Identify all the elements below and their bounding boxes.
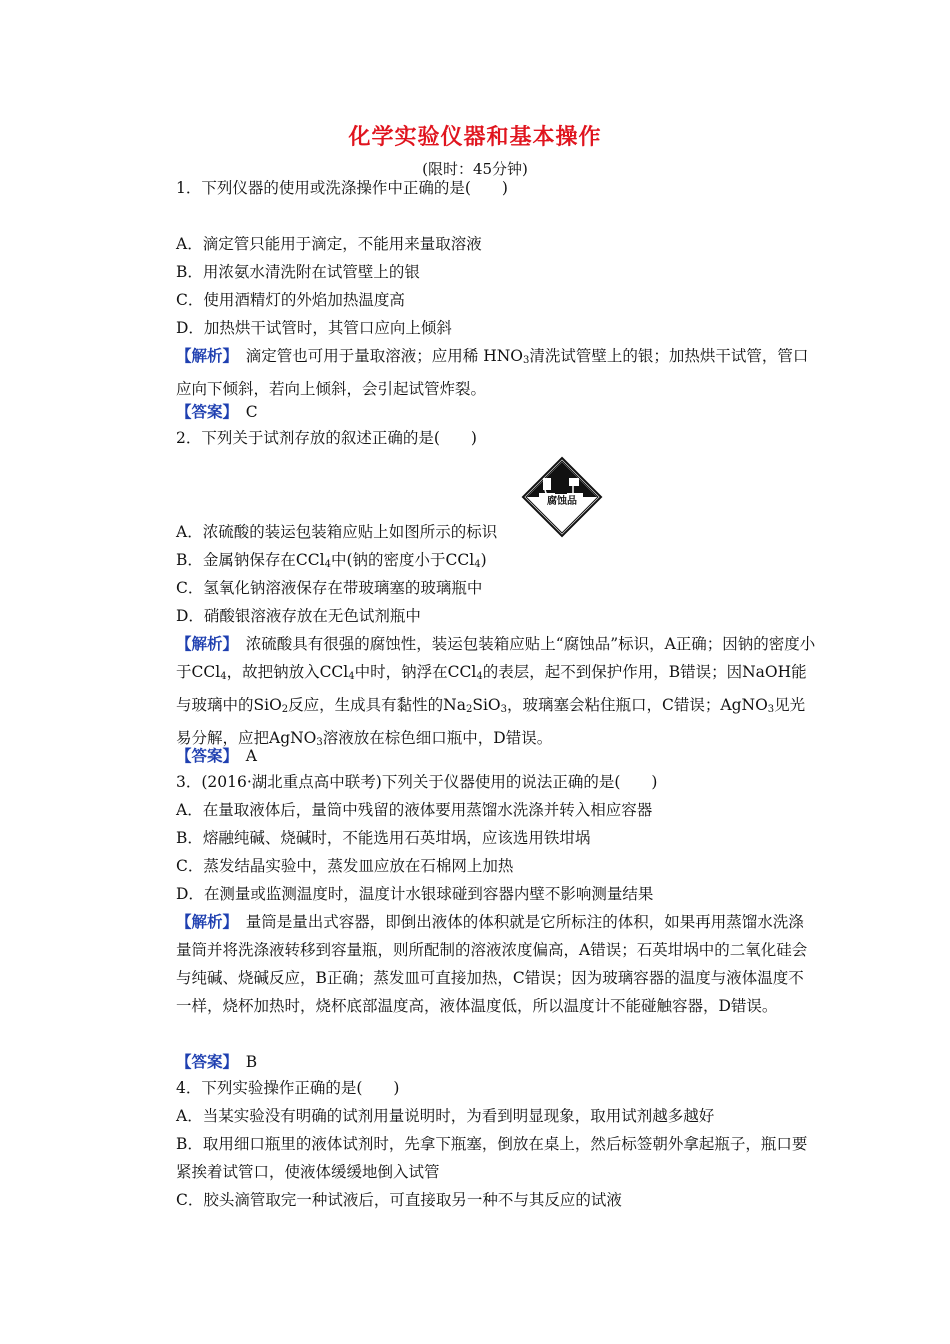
q4-option-c: C．胶头滴管取完一种试液后，可直接取另一种不与其反应的试液 bbox=[176, 1191, 622, 1209]
q3-option-b: B．熔融纯碱、烧碱时，不能选用石英坩埚，应该选用铁坩埚 bbox=[176, 829, 591, 847]
answer-tag: 【答案】 bbox=[176, 1052, 231, 1071]
q2-option-d: D．硝酸银溶液存放在无色试剂瓶中 bbox=[176, 607, 421, 625]
analysis-tag: 【解析】 bbox=[176, 634, 231, 653]
q1-option-d: D．加热烘干试管时，其管口应向上倾斜 bbox=[176, 319, 452, 337]
q4-option-a: A．当某实验没有明确的试剂用量说明时，为看到明显现象，取用试剂越多越好 bbox=[176, 1107, 715, 1125]
answer-tag: 【答案】 bbox=[176, 402, 231, 421]
q3-option-a: A．在量取液体后，量筒中残留的液体要用蒸馏水洗涤并转入相应容器 bbox=[176, 801, 653, 819]
q2-option-b: B．金属钠保存在CCl$_4$中(钠的密度小于CCl$_4$) bbox=[176, 551, 487, 570]
answer-tag: 【答案】 bbox=[176, 746, 231, 765]
q2-answer: 【答案】 A bbox=[176, 746, 257, 765]
q2-option-c: C．氢氧化钠溶液保存在带玻璃塞的玻璃瓶中 bbox=[176, 579, 483, 597]
q4-option-b: B．取用细口瓶里的液体试剂时，先拿下瓶塞，倒放在桌上，然后标签朝外拿起瓶子，瓶口要紧挨着试管口，使液体缓缓地倒入试管 bbox=[176, 1135, 808, 1181]
q1-answer: 【答案】 C bbox=[176, 402, 258, 421]
q1-option-a: A．滴定管只能用于滴定，不能用来量取溶液 bbox=[176, 235, 482, 253]
time-limit: (限时：45分钟) bbox=[422, 160, 528, 178]
q2-analysis: 【解析】 浓硫酸具有很强的腐蚀性，装运包装箱应贴上“腐蚀品”标识，A正确；因钠的密度小于CCl$_4$，故把钠放入CCl$_4$中时，钠浮在CCl$_4$的表层，起不到保护作用，B错误；因NaOH能与玻璃中的SiO$_2$反应，生成具有黏性的$Na_2SiO_3$，玻璃塞会粘住瓶口，C错误；AgNO$_3$见光易分解，应把AgNO$_3$溶液放在棕色细口瓶中，D错误。 bbox=[176, 634, 816, 748]
analysis-tag: 【解析】 bbox=[176, 346, 231, 365]
sign-label: 腐蚀品 bbox=[543, 494, 581, 509]
q3-stem: 3．(2016·湖北重点高中联考)下列关于仪器使用的说法正确的是( ) bbox=[176, 773, 658, 791]
q2-option-a: A．浓硫酸的装运包装箱应贴上如图所示的标识 bbox=[176, 523, 498, 541]
q1-stem: 1．下列仪器的使用或洗涤操作中正确的是( ) bbox=[176, 179, 508, 197]
q2-stem: 2．下列关于试剂存放的叙述正确的是( ) bbox=[176, 429, 477, 447]
q3-option-d: D．在测量或监测温度时，温度计水银球碰到容器内壁不影响测量结果 bbox=[176, 885, 654, 903]
analysis-tag: 【解析】 bbox=[176, 912, 231, 931]
q1-option-b: B．用浓氨水清洗附在试管壁上的银 bbox=[176, 263, 420, 281]
page-title: 化学实验仪器和基本操作 bbox=[348, 124, 602, 150]
q3-analysis: 【解析】 量筒是量出式容器，即倒出液体的体积就是它所标注的体积，如果再用蒸馏水洗涤量筒并将洗涤液转移到容量瓶，则所配制的溶液浓度偏高，A错误；石英坩埚中的二氧化硅会与纯碱、烧碱反应，B正确；蒸发皿可直接加热，C错误；因为玻璃容器的温度与液体温度不一样，烧杯加热时，烧杯底部温度高，液体温度低，所以温度计不能碰触容器，D错误。 bbox=[176, 912, 808, 1015]
q1-analysis: 【解析】 滴定管也可用于量取溶液；应用稀 $HNO_3$清洗试管壁上的银；加热烘干试管，管口应向下倾斜，若向上倾斜，会引起试管炸裂。 bbox=[176, 346, 809, 398]
q3-answer: 【答案】 B bbox=[176, 1052, 258, 1071]
q1-option-c: C．使用酒精灯的外焰加热温度高 bbox=[176, 291, 405, 309]
q3-option-c: C．蒸发结晶实验中，蒸发皿应放在石棉网上加热 bbox=[176, 857, 514, 875]
q4-stem: 4．下列实验操作正确的是( ) bbox=[176, 1079, 400, 1097]
